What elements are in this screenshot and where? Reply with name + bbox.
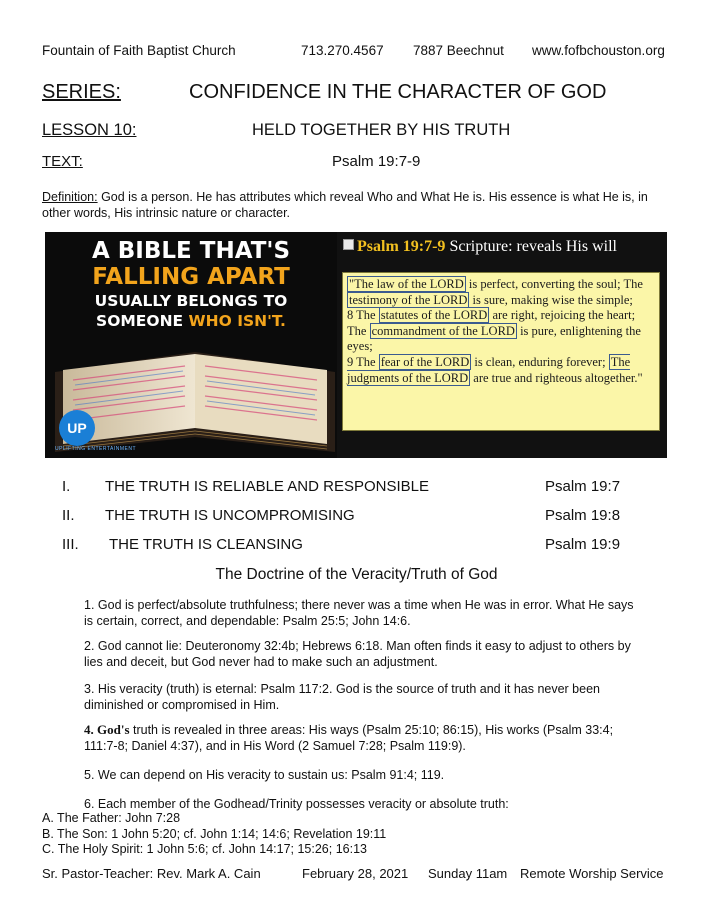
doctrine-sub-b: B. The Son: 1 John 5:20; cf. John 1:14; 14:6; Revelation 19:11 <box>42 827 387 841</box>
outline-numeral-2: II. <box>62 507 75 524</box>
scripture-segment: 8 The <box>347 308 376 323</box>
outline-numeral-3: III. <box>62 536 79 553</box>
text-label: TEXT: <box>42 153 83 170</box>
outline-numeral-1: I. <box>62 478 71 495</box>
outline-ref-3: Psalm 19:9 <box>545 536 621 553</box>
bible-quote-line-1: A BIBLE THAT'S <box>91 238 291 264</box>
lesson-label: LESSON 10: <box>42 121 137 139</box>
church-address: 7887 Beechnut <box>413 43 504 58</box>
scripture-highlight-statutes: statutes of the LORD <box>380 308 488 323</box>
series-title: CONFIDENCE IN THE CHARACTER OF GOD <box>189 81 607 103</box>
church-name: Fountain of Faith Baptist Church <box>42 43 236 58</box>
church-website[interactable]: www.fofbchouston.org <box>532 43 665 58</box>
series-label: SERIES: <box>42 81 121 103</box>
text-reference: Psalm 19:7-9 <box>332 153 421 170</box>
scripture-header-rest: Scripture: reveals His will <box>449 238 617 255</box>
scripture-segment: 9 The <box>347 354 376 369</box>
definition-label: Definition: <box>42 190 98 204</box>
footer-service: Remote Worship Service <box>520 866 664 881</box>
bible-quote-who-isnt: WHO ISN'T. <box>188 312 286 330</box>
scripture-highlight-judgments: The judgments of the LORD <box>347 354 631 385</box>
scripture-highlight-law: "The law of the LORD <box>349 277 464 291</box>
bible-quote-line-4 <box>45 312 337 330</box>
doctrine-point-1: 1. God is perfect/absolute truthfulness; there never was a time when He was in error. What He says is certain, correct, and dependable: Psalm 25:5; John 14:6. <box>84 598 634 628</box>
scripture-segment: is clean, enduring forever; <box>474 354 606 369</box>
uplifting-logo-caption: UPLIFTING ENTERTAINMENT <box>55 446 137 452</box>
bookmark-icon <box>343 239 354 250</box>
scripture-highlight-commandment: commandment of the LORD <box>371 323 515 338</box>
scripture-segment: are right, rejoicing the heart; The <box>347 308 636 338</box>
definition-body: God is a person. He has attributes which reveal Who and What He is. His essence is what He is, in other words, His intrinsic nature or character. <box>42 190 648 220</box>
bible-quote-line-3: USUALLY BELONGS TO <box>94 292 288 310</box>
bible-quote-someone: SOMEONE <box>96 312 184 330</box>
outline-point-1: THE TRUTH IS RELIABLE AND RESPONSIBLE <box>105 478 429 495</box>
outline-ref-2: Psalm 19:8 <box>545 507 621 524</box>
doctrine-point-4-body: truth is revealed in three areas: His ways (Psalm 25:10; 86:15), His works (Psalm 33:4; 111:7-8; Daniel 4:37), and in His Word (2 Samuel 7:28; Psalm 119:9). <box>84 723 614 753</box>
doctrine-point-5: 5. We can depend on His veracity to sustain us: Psalm 91:4; 119. <box>84 768 445 782</box>
scripture-text <box>347 277 657 386</box>
lesson-title: HELD TOGETHER BY HIS TRUTH <box>252 121 511 139</box>
doctrine-point-3: 3. His veracity (truth) is eternal: Psalm 117:2. God is the source of truth and it has never been diminished or compromised in Him. <box>84 682 600 712</box>
scripture-segment: is pure, enlightening the eyes; <box>347 323 641 354</box>
outline-point-3: THE TRUTH IS CLEANSING <box>109 536 303 553</box>
bible-quote-panel <box>45 232 337 458</box>
scripture-segment: is perfect, converting the soul; The <box>468 277 643 291</box>
banner-image <box>45 232 667 458</box>
doctrine-point-6: 6. Each member of the Godhead/Trinity possesses veracity or absolute truth: <box>84 797 509 811</box>
doctrine-sub-a: A. The Father: John 7:28 <box>42 811 181 825</box>
doctrine-point-4 <box>84 722 644 754</box>
doctrine-point-4-lead: 4. God's <box>84 722 130 737</box>
scripture-header <box>343 238 617 256</box>
doctrine-point-2: 2. God cannot lie: Deuteronomy 32:4b; Hebrews 6:18. Man often finds it easy to adjust to others by lies and deceit, but God never had to make such an adjustment. <box>84 639 631 669</box>
scripture-header-ref: Psalm 19:7-9 <box>357 238 446 255</box>
footer-time: Sunday 11am <box>428 866 508 881</box>
scripture-panel <box>337 232 667 458</box>
scripture-highlight-fear: fear of the LORD <box>380 354 470 369</box>
outline-point-2: THE TRUTH IS UNCOMPROMISING <box>105 507 355 524</box>
scripture-highlight-testimony: testimony of the LORD <box>349 292 468 307</box>
doctrine-sub-c: C. The Holy Spirit: 1 John 5:6; cf. John 14:17; 15:26; 16:13 <box>42 842 367 856</box>
doctrine-title: The Doctrine of the Veracity/Truth of God <box>215 566 498 583</box>
footer-date: February 28, 2021 <box>302 866 409 881</box>
definition <box>42 189 667 221</box>
outline-ref-1: Psalm 19:7 <box>545 478 621 495</box>
footer-pastor: Sr. Pastor-Teacher: Rev. Mark A. Cain <box>42 866 261 881</box>
scripture-box <box>342 272 660 431</box>
bible-quote-line-2: FALLING APART <box>92 264 290 290</box>
church-phone: 713.270.4567 <box>301 43 384 58</box>
scripture-segment: is sure, making wise the simple; <box>472 292 633 307</box>
scripture-segment: are true and righteous altogether." <box>473 370 643 385</box>
uplifting-logo: UP <box>59 410 95 446</box>
